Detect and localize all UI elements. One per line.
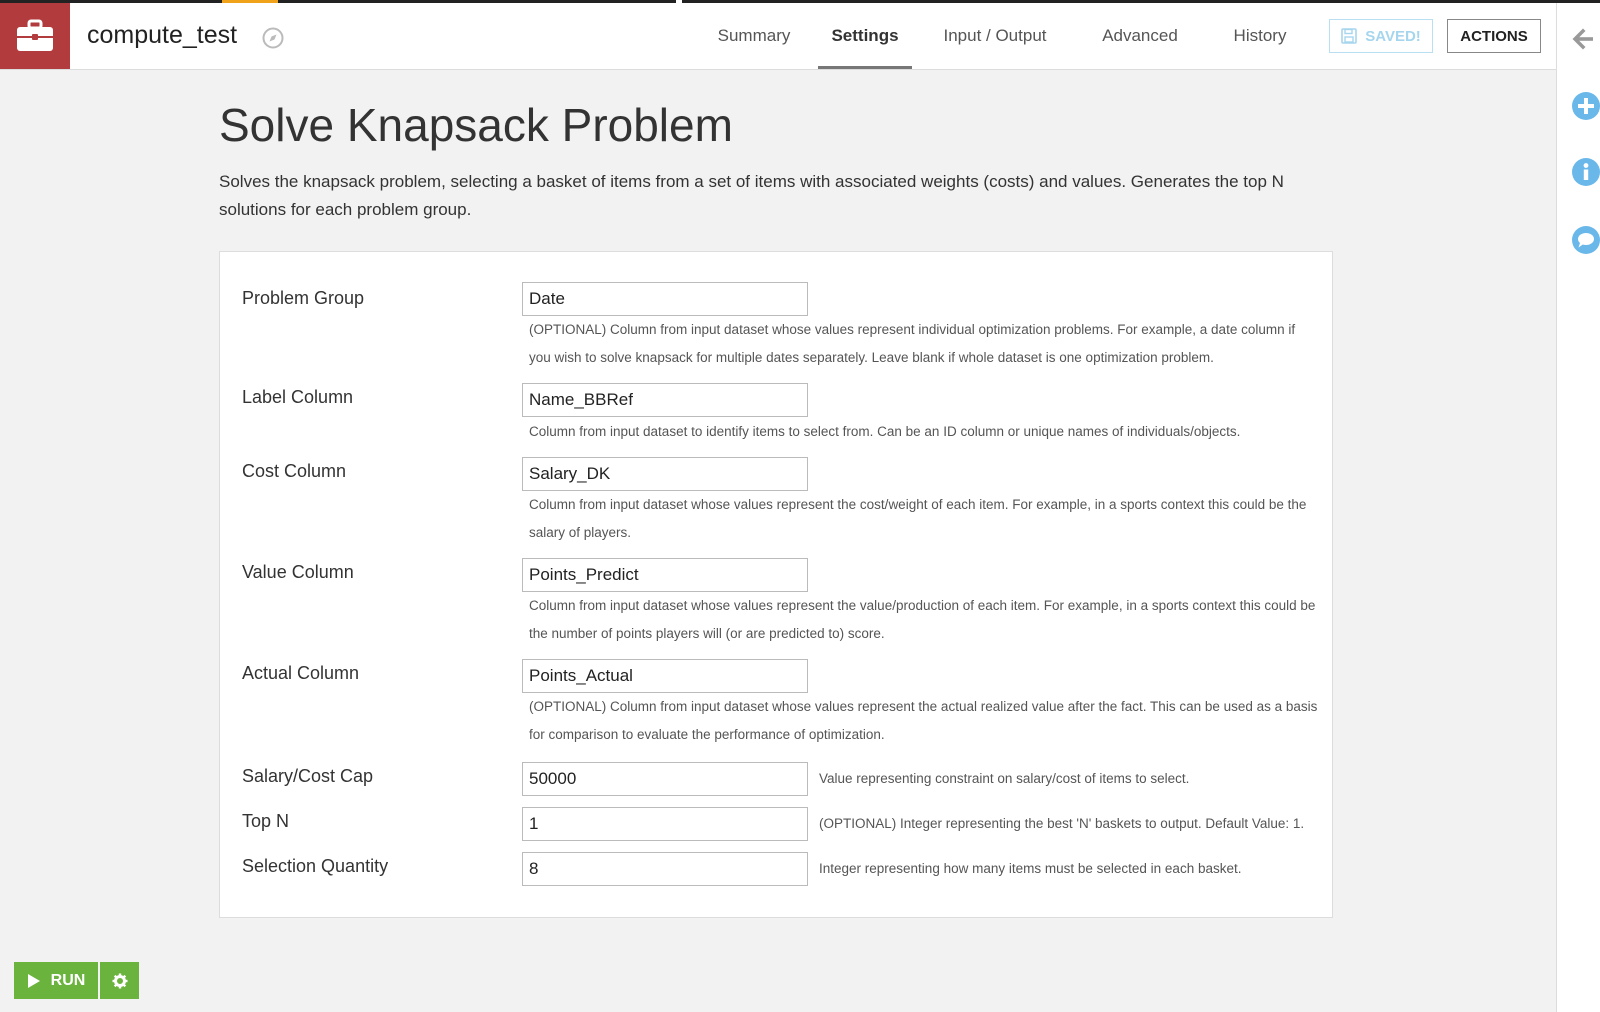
run-controls	[14, 962, 139, 999]
arrow-left-icon[interactable]	[1571, 27, 1595, 56]
field-help: Integer representing how many items must be selected in each basket.	[819, 861, 1242, 876]
field-label: Problem Group	[242, 288, 365, 308]
field-label: Selection Quantity	[242, 856, 389, 876]
settings-form	[219, 251, 1333, 918]
tab-advanced[interactable]: Advanced	[1102, 26, 1178, 45]
value-column-input[interactable]	[522, 558, 808, 592]
tab-bar	[700, 3, 1300, 69]
tab-summary[interactable]: Summary	[717, 26, 791, 45]
field-label: Actual Column	[242, 663, 360, 683]
page-title: Solve Knapsack Problem	[219, 99, 733, 151]
briefcase-icon[interactable]	[0, 3, 70, 69]
tab-settings[interactable]: Settings	[818, 3, 912, 69]
run-label: RUN	[50, 971, 86, 989]
field-label: Top N	[242, 811, 290, 831]
field-label: Value Column	[242, 562, 354, 582]
right-sidebar	[1556, 3, 1600, 1012]
field-help: Column from input dataset to identify items to select from. Can be an ID column or unique names of individuals/objects.	[529, 424, 1241, 439]
recipe-title[interactable]: compute_test	[87, 21, 238, 49]
info-icon[interactable]	[1571, 157, 1600, 192]
gear-icon[interactable]	[100, 962, 139, 999]
run-button[interactable]	[14, 962, 98, 999]
top-n-input[interactable]	[522, 807, 808, 841]
label-column-input[interactable]	[522, 383, 808, 417]
play-icon	[27, 973, 41, 989]
cost-column-input[interactable]	[522, 457, 808, 491]
actual-column-input[interactable]	[522, 659, 808, 693]
saved-button[interactable]	[1329, 19, 1433, 53]
field-help: Column from input dataset whose values represent the cost/weight of each item. For example, in a sports context this could be the salary of players.	[529, 497, 1307, 540]
problem-group-input[interactable]	[522, 282, 808, 316]
saved-label: SAVED!	[1365, 27, 1421, 45]
field-help: (OPTIONAL) Column from input dataset whose values represent the actual realized value after the fact. This can be used as a basis for comparison to evaluate the performance of optimization.	[529, 699, 1318, 742]
field-help: (OPTIONAL) Integer representing the best 'N' baskets to output. Default Value: 1.	[819, 816, 1305, 831]
selection-quantity-input[interactable]	[522, 852, 808, 886]
header	[0, 3, 1556, 70]
save-icon	[1341, 28, 1357, 44]
tab-history[interactable]: History	[1233, 26, 1287, 45]
field-label: Label Column	[242, 387, 354, 407]
field-help: (OPTIONAL) Column from input dataset whose values represent individual optimization problems. For example, a date column if you wish to solve knapsack for multiple dates separately. Leave blank if whole dataset is one optimization problem.	[529, 322, 1296, 365]
field-label: Salary/Cost Cap	[242, 766, 374, 786]
field-help: Column from input dataset whose values represent the value/production of each item. For example, in a sports context this could be the number of points players will (or are predicted to) score.	[529, 598, 1316, 641]
plus-circle-icon[interactable]	[1571, 91, 1600, 126]
comment-icon[interactable]	[1571, 225, 1600, 260]
salary-cap-input[interactable]	[522, 762, 808, 796]
field-label: Cost Column	[242, 461, 347, 481]
compass-icon[interactable]	[262, 27, 284, 54]
field-help: Value representing constraint on salary/cost of items to select.	[819, 771, 1190, 786]
page-description: Solves the knapsack problem, selecting a basket of items from a set of items with associated weights (costs) and values. Generates the top N solutions for each problem group.	[219, 172, 1284, 219]
actions-button[interactable]: ACTIONS	[1447, 19, 1541, 53]
tab-input-output[interactable]: Input / Output	[943, 26, 1047, 45]
